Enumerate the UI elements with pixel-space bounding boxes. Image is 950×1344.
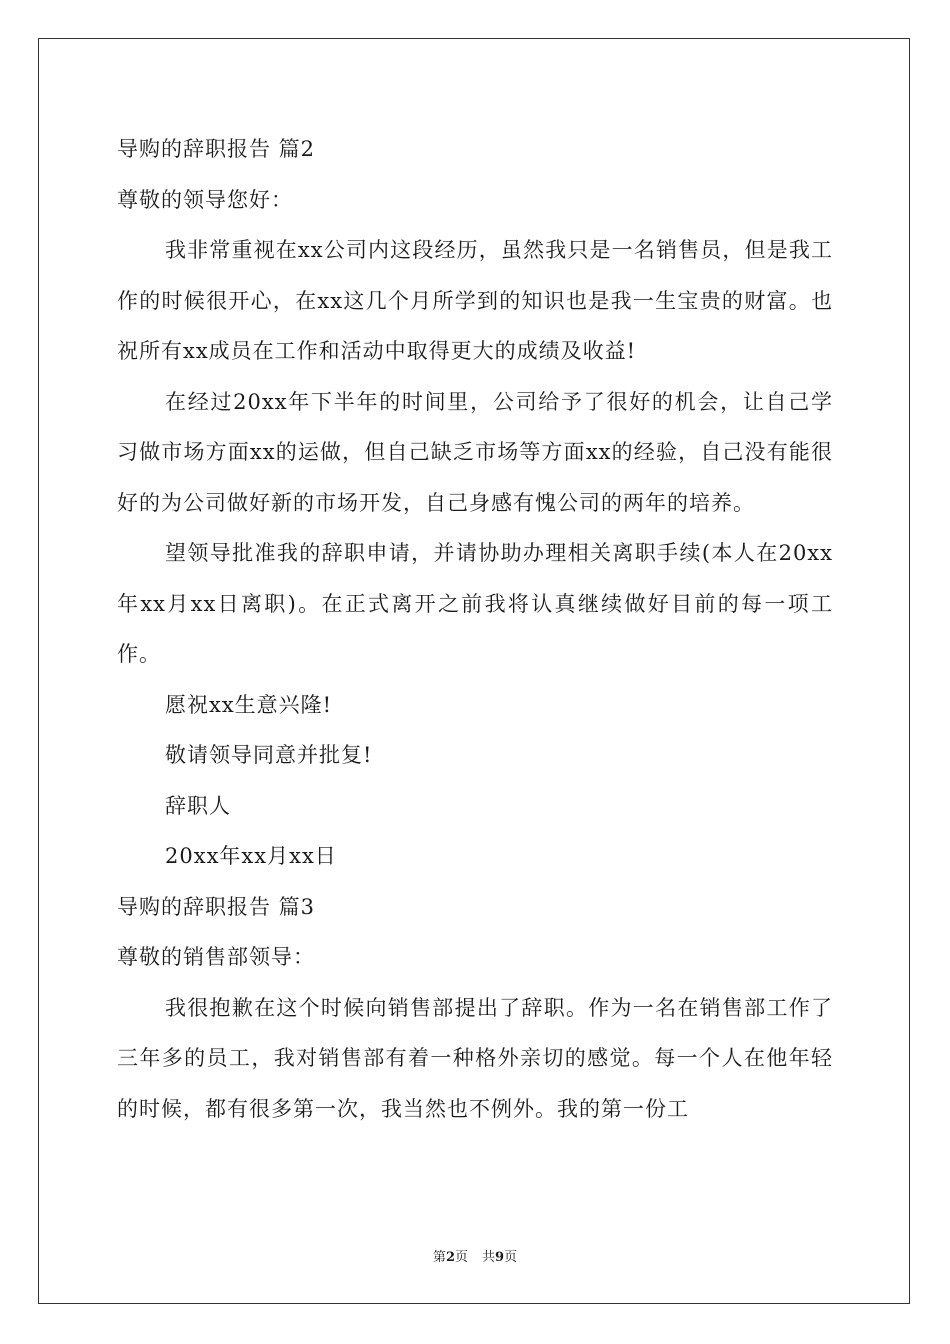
salutation: 尊敬的销售部领导： xyxy=(117,945,315,969)
page-number-suffix: 页 xyxy=(454,1250,468,1265)
page-total-prefix: 共 xyxy=(482,1250,496,1265)
document-body xyxy=(117,124,833,1134)
salutation: 尊敬的领导您好： xyxy=(117,187,293,212)
paragraph: 望领导批准我的辞职申请，并请协助办理相关离职手续(本人在20xx年xx月xx日离职)。在正式离开之前我将认真继续做好目前的每一项工作。 xyxy=(117,541,833,666)
page-number-current: 2 xyxy=(445,1250,455,1265)
signer: 辞职人 xyxy=(165,793,231,818)
paragraph: 我非常重视在xx公司内这段经历，虽然我只是一名销售员，但是我工作的时候很开心，在xx这几个月所学到的知识也是我一生宝贵的财富。也祝所有xx成员在工作和活动中取得更大的成绩及收益! xyxy=(117,238,833,363)
page-footer xyxy=(0,1246,950,1265)
paragraph: 我很抱歉在这个时候向销售部提出了辞职。作为一名在销售部工作了三年多的员工，我对销售部有着一种格外亲切的感觉。每一个人在他年轻的时候，都有很多第一次，我当然也不例外。我的第一份工 xyxy=(117,995,833,1121)
section-heading: 导购的辞职报告 篇3 xyxy=(117,894,316,919)
page-total: 9 xyxy=(495,1250,505,1265)
closing-wish: 愿祝xx生意兴隆! xyxy=(165,692,333,717)
paragraph: 在经过20xx年下半年的时间里，公司给予了很好的机会，让自己学习做市场方面xx的运做，但自己缺乏市场等方面xx的经验，自己没有能很好的为公司做好新的市场开发，自己身感有愧公司的两年的培养。 xyxy=(117,389,833,515)
page-total-suffix: 页 xyxy=(504,1250,518,1265)
closing-request: 敬请领导同意并批复! xyxy=(165,743,373,767)
signature-date: 20xx年xx月xx日 xyxy=(165,844,337,868)
page-number-prefix: 第 xyxy=(432,1250,446,1265)
section-heading: 导购的辞职报告 篇2 xyxy=(117,137,316,161)
